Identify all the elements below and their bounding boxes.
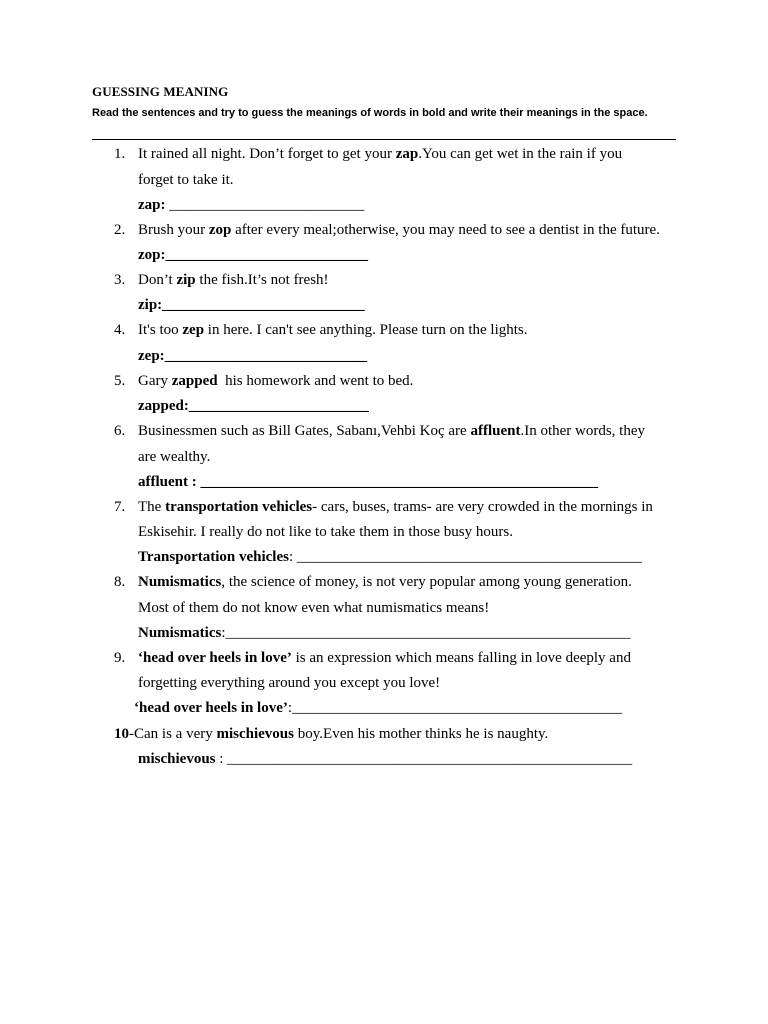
answer-line[interactable] — [138, 398, 369, 415]
item-number: 3. — [114, 272, 126, 288]
bold-word: Numismatics — [138, 574, 222, 590]
answer-label: Transportation vehicles — [138, 549, 289, 565]
answer-label: zop: — [138, 247, 166, 263]
answer-blank[interactable]: ________________________ — [188, 398, 369, 414]
item-sentence-continued: forget to take it. — [138, 172, 234, 188]
answer-label: zapped: — [138, 398, 189, 414]
answer-blank[interactable]: :____________________________________________ — [287, 700, 623, 716]
sentence-text: boy.Even his mother thinks he is naughty. — [294, 726, 549, 742]
answer-blank[interactable]: ___________________________ — [162, 297, 365, 313]
answer-blank[interactable]: ___________________________ — [164, 348, 368, 364]
answer-line[interactable] — [138, 549, 642, 566]
sentence-text: It's too — [138, 322, 183, 338]
bold-word: zop — [208, 222, 232, 238]
sentence-text: after every meal;otherwise, you may need to see a dentist in the future. — [231, 222, 660, 238]
divider — [92, 139, 676, 140]
answer-label: affluent : — [138, 474, 201, 490]
answer-label: ‘head over heels in love’ — [134, 700, 288, 716]
bold-word: transportation vehicles — [165, 499, 313, 515]
item-sentence-continued: Eskisehir. I really do not like to take them in those busy hours. — [138, 524, 513, 540]
item-sentence-continued: forgetting everything around you except you love! — [138, 675, 441, 691]
item-sentence — [138, 222, 660, 239]
bold-word: mischievous — [216, 726, 294, 742]
sentence-text: Gary — [138, 373, 172, 389]
sentence-text: It rained all night. Don’t forget to get your — [138, 146, 396, 162]
item-number: 2. — [114, 222, 126, 238]
bold-word: ‘head over heels in love’ — [138, 650, 292, 666]
answer-line[interactable] — [138, 625, 631, 642]
answer-line[interactable] — [134, 700, 622, 717]
answer-blank[interactable]: ___________________________ — [165, 247, 368, 263]
item-sentence — [138, 322, 528, 339]
answer-label: mischievous — [138, 751, 216, 767]
bold-word: affluent — [470, 423, 521, 439]
item-sentence — [114, 726, 548, 743]
bold-word: zapped — [171, 373, 218, 389]
sentence-text: - cars, buses, trams- are very crowded in the mornings in — [312, 499, 653, 515]
bold-word: zip — [176, 272, 196, 288]
sentence-text: in here. I can't see anything. Please turn on the lights. — [204, 322, 528, 338]
item-number: 8. — [114, 574, 126, 590]
answer-line[interactable] — [138, 197, 364, 214]
answer-label: zip: — [138, 297, 163, 313]
item-number: 7. — [114, 499, 126, 515]
item-sentence — [138, 499, 653, 516]
item-sentence-continued: Most of them do not know even what numismatics means! — [138, 600, 490, 616]
item-sentence — [138, 423, 645, 440]
bold-word: zep — [182, 322, 205, 338]
sentence-text: .In other words, they — [520, 423, 646, 439]
item-sentence — [138, 574, 632, 591]
item-number: 5. — [114, 373, 126, 389]
sentence-text: Brush your — [138, 222, 209, 238]
item-sentence — [138, 272, 329, 289]
item-sentence-continued: are wealthy. — [138, 449, 211, 465]
sentence-text: Don’t — [138, 272, 177, 288]
sentence-text: .You can get wet in the rain if you — [418, 146, 623, 162]
instructions: Read the sentences and try to guess the meanings of words in bold and write their meanings in the space. — [92, 107, 648, 119]
answer-blank[interactable]: :______________________________________________________ — [221, 625, 631, 641]
item-number: 9. — [114, 650, 126, 666]
page-title: GUESSING MEANING — [92, 84, 229, 99]
answer-blank[interactable]: : ______________________________________________________ — [215, 751, 633, 767]
sentence-text: his homework and went to bed. — [217, 373, 414, 389]
answer-label: zap: — [138, 197, 166, 213]
answer-blank[interactable]: : ______________________________________________ — [288, 549, 642, 565]
sentence-text: The — [138, 499, 166, 515]
answer-line[interactable] — [138, 348, 367, 365]
answer-blank[interactable]: __________________________ — [165, 197, 365, 213]
answer-blank[interactable]: _____________________________________________________ — [200, 474, 598, 490]
bold-word: zap — [395, 146, 419, 162]
item-number: 10 — [114, 726, 129, 742]
sentence-text: , the science of money, is not very popular among young generation. — [221, 574, 632, 590]
item-number: 6. — [114, 423, 126, 439]
answer-line[interactable] — [138, 474, 598, 491]
answer-line[interactable] — [138, 247, 368, 264]
item-sentence — [138, 373, 413, 390]
sentence-text: the fish.It’s not fresh! — [195, 272, 329, 288]
answer-label: Numismatics — [138, 625, 222, 641]
sentence-text: -Can is a very — [129, 726, 217, 742]
item-sentence — [138, 650, 631, 667]
sentence-text: Businessmen such as Bill Gates, Sabanı,Vehbi Koç are — [138, 423, 471, 439]
answer-line[interactable] — [138, 297, 365, 314]
answer-line[interactable] — [138, 751, 632, 768]
sentence-text: is an expression which means falling in love deeply and — [291, 650, 631, 666]
item-number: 1. — [114, 146, 126, 162]
item-sentence — [138, 146, 622, 163]
item-number: 4. — [114, 322, 126, 338]
answer-label: zep: — [138, 348, 165, 364]
